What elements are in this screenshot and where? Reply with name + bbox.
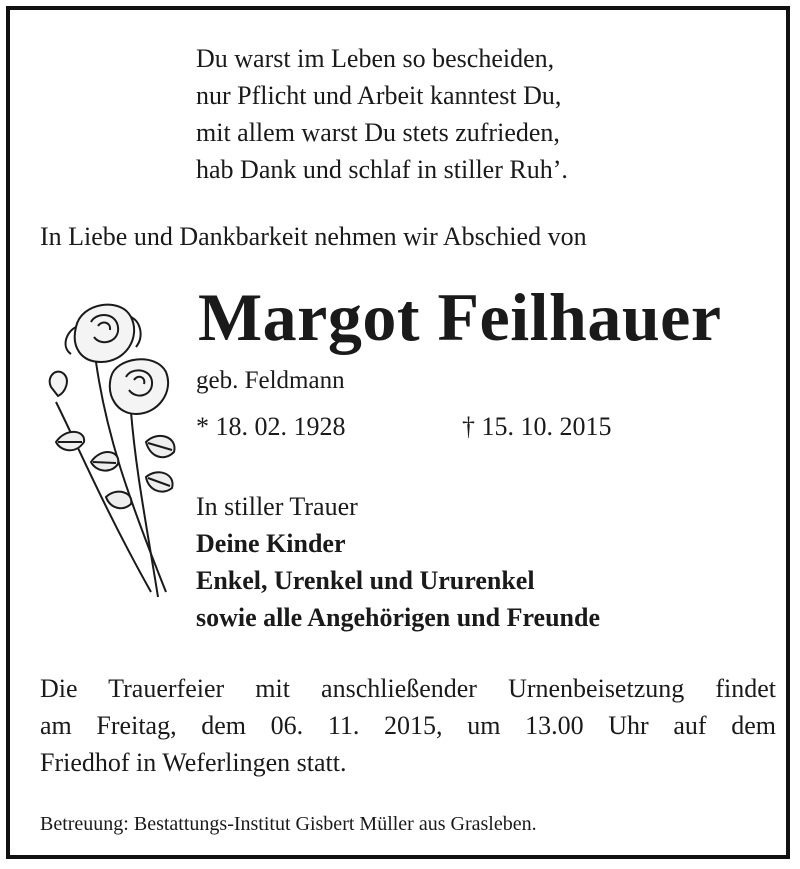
mourners [196, 488, 600, 636]
death-date: † 15. 10. 2015 [462, 412, 612, 441]
service-line: am Freitag, dem 06. 11. 2015, um 13.00 Uhr auf dem [40, 711, 776, 740]
mourners-intro: In stiller Trauer [196, 492, 358, 521]
poem-line: hab Dank und schlaf in stiller Ruh’. [196, 155, 568, 184]
maiden-name: geb. Feldmann [196, 367, 345, 394]
funeral-home-credit: Betreuung: Bestattungs-Institut Gisbert Müller aus Grasleben. [40, 813, 537, 835]
funeral-service-info [40, 670, 776, 781]
deceased-name: Margot Feilhauer [198, 279, 722, 355]
roses-illustration-icon [36, 292, 186, 602]
mourners-grandchildren: Enkel, Urenkel und Ururenkel [196, 566, 535, 595]
birth-date: * 18. 02. 1928 [196, 412, 346, 441]
service-line: Die Trauerfeier mit anschließender Urnenbeisetzung findet [40, 674, 776, 703]
poem [196, 40, 568, 188]
farewell-intro: In Liebe und Dankbarkeit nehmen wir Abschied von [40, 222, 587, 251]
mourners-children: Deine Kinder [196, 529, 346, 558]
poem-line: nur Pflicht und Arbeit kanntest Du, [196, 81, 562, 110]
mourners-others: sowie alle Angehörigen und Freunde [196, 603, 601, 632]
obituary-frame [6, 6, 790, 859]
poem-line: Du warst im Leben so bescheiden, [196, 44, 555, 73]
poem-line: mit allem warst Du stets zufrieden, [196, 118, 560, 147]
service-line: Friedhof in Weferlingen statt. [40, 748, 347, 777]
